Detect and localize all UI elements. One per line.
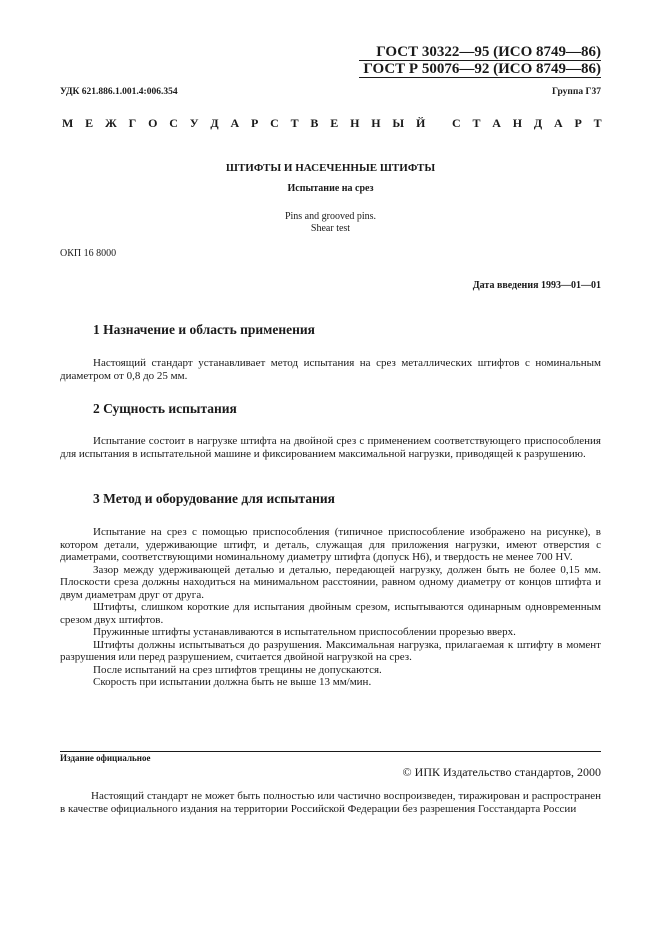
- banner-letter: А: [553, 116, 563, 130]
- reproduction-notice: [60, 790, 601, 815]
- banner-letter: М: [62, 116, 74, 130]
- banner-letter: Ы: [392, 116, 405, 130]
- banner-letter: С: [270, 116, 279, 130]
- paragraph: Штифты, слишком короткие для испытания двойным срезом, испытываются одинарным одновременным срезом двух штифтов.: [60, 601, 601, 626]
- banner-letter: [437, 116, 440, 131]
- copyright-line: © ИПК Издательство стандартов, 2000: [402, 765, 601, 779]
- paragraph: Настоящий стандарт устанавливает метод испытания на срез металлических штифтов с номинальным диаметром от 0,8 до 25 мм.: [60, 357, 601, 382]
- banner-letter: У: [189, 116, 199, 130]
- gost-number-primary: ГОСТ 30322—95 (ИСО 8749—86): [376, 44, 601, 60]
- banner-letter: Н: [371, 116, 381, 130]
- gost-number-secondary: ГОСТ Р 50076—92 (ИСО 8749—86): [363, 61, 601, 77]
- banner-letter: А: [492, 116, 501, 130]
- banner-letter: О: [148, 116, 158, 130]
- okp-code: ОКП 16 8000: [60, 248, 117, 259]
- english-title-line: Shear test: [310, 223, 351, 234]
- section-body: [60, 357, 601, 382]
- header-rule: [359, 77, 601, 78]
- banner-letter: Р: [574, 116, 582, 130]
- banner-letter: С: [169, 116, 178, 130]
- paragraph: Испытание состоит в нагрузке штифта на двойной срез с применением соответствующего приспособления для испытания в испытательной машине и фиксированием максимальной нагрузки, приводящей к разрушению.: [60, 435, 601, 460]
- banner-letter: Й: [415, 116, 426, 130]
- paragraph: Пружинные штифты устанавливаются в испытательном приспособлении прорезью вверх.: [93, 626, 516, 638]
- section-heading: 3 Метод и оборудование для испытания: [93, 491, 335, 506]
- section-heading: 2 Сущность испытания: [93, 401, 237, 416]
- notice-text: Настоящий стандарт не может быть полностью или частично воспроизведен, тиражирован и распространен в качестве официального издания на территории Российской Федерации без разрешения Госстандарта России: [60, 790, 601, 815]
- udk-code: УДК 621.886.1.001.4:006.354: [60, 87, 178, 97]
- section-body: [60, 435, 601, 460]
- banner-letter: Ж: [104, 116, 117, 130]
- banner-letter: Е: [330, 116, 339, 130]
- document-title: ШТИФТЫ И НАСЕЧЕННЫЕ ШТИФТЫ: [225, 162, 436, 174]
- banner-letter: Т: [472, 116, 481, 130]
- footer-rule: [60, 751, 601, 752]
- banner-letter: Г: [128, 116, 137, 130]
- english-title: [60, 211, 601, 235]
- paragraph: Зазор между удерживающей деталью и деталью, передающей нагрузку, должен быть не более 0,15 мм. Плоскости среза должны находиться на минимальном расстоянии, равном одному диаметру от концов штифта и двум диаметрам друг от друга.: [60, 563, 601, 601]
- paragraph: После испытаний на срез штифтов трещины не допускаются.: [93, 663, 382, 676]
- banner-letter: В: [310, 116, 319, 130]
- banner-letter: Е: [85, 116, 94, 130]
- introduction-date: Дата введения 1993—01—01: [472, 280, 601, 291]
- banner-letter: Р: [250, 116, 259, 130]
- paragraph: Испытание на срез с помощью приспособления (типичное приспособление изображено на рисунке), в котором детали, удерживающие штифт, и деталь, служащая для приложения нагрузки, имеют отверстия с диаметрами, соответствующими номинальному диаметру штифта (допуск Н6), и твердость не менее 700 HV.: [60, 526, 601, 563]
- paragraph: Скорость при испытании должна быть не выше 13 мм/мин.: [93, 676, 372, 688]
- interstate-standard-banner: [62, 116, 602, 131]
- banner-letter: А: [230, 116, 240, 130]
- banner-letter: Т: [593, 116, 602, 130]
- banner-letter: Д: [210, 116, 219, 130]
- banner-letter: Т: [290, 116, 299, 130]
- group-code: Группа Г37: [552, 87, 601, 97]
- banner-letter: С: [451, 116, 461, 130]
- official-edition-label: Издание официальное: [60, 753, 151, 763]
- banner-letter: Н: [350, 116, 360, 130]
- paragraph: Штифты должны испытываться до разрушения. Максимальная нагрузка, прилагаемая к штифту в момент разрушения или перед разрушением, считается двойной нагрузкой на срез.: [60, 638, 601, 663]
- section-body: [60, 526, 601, 689]
- english-title-line: Pins and grooved pins.: [284, 211, 377, 222]
- section-heading: 1 Назначение и область применения: [93, 322, 315, 337]
- document-subtitle: Испытание на срез: [287, 183, 374, 194]
- banner-letter: Д: [533, 116, 543, 130]
- banner-letter: Н: [512, 116, 523, 130]
